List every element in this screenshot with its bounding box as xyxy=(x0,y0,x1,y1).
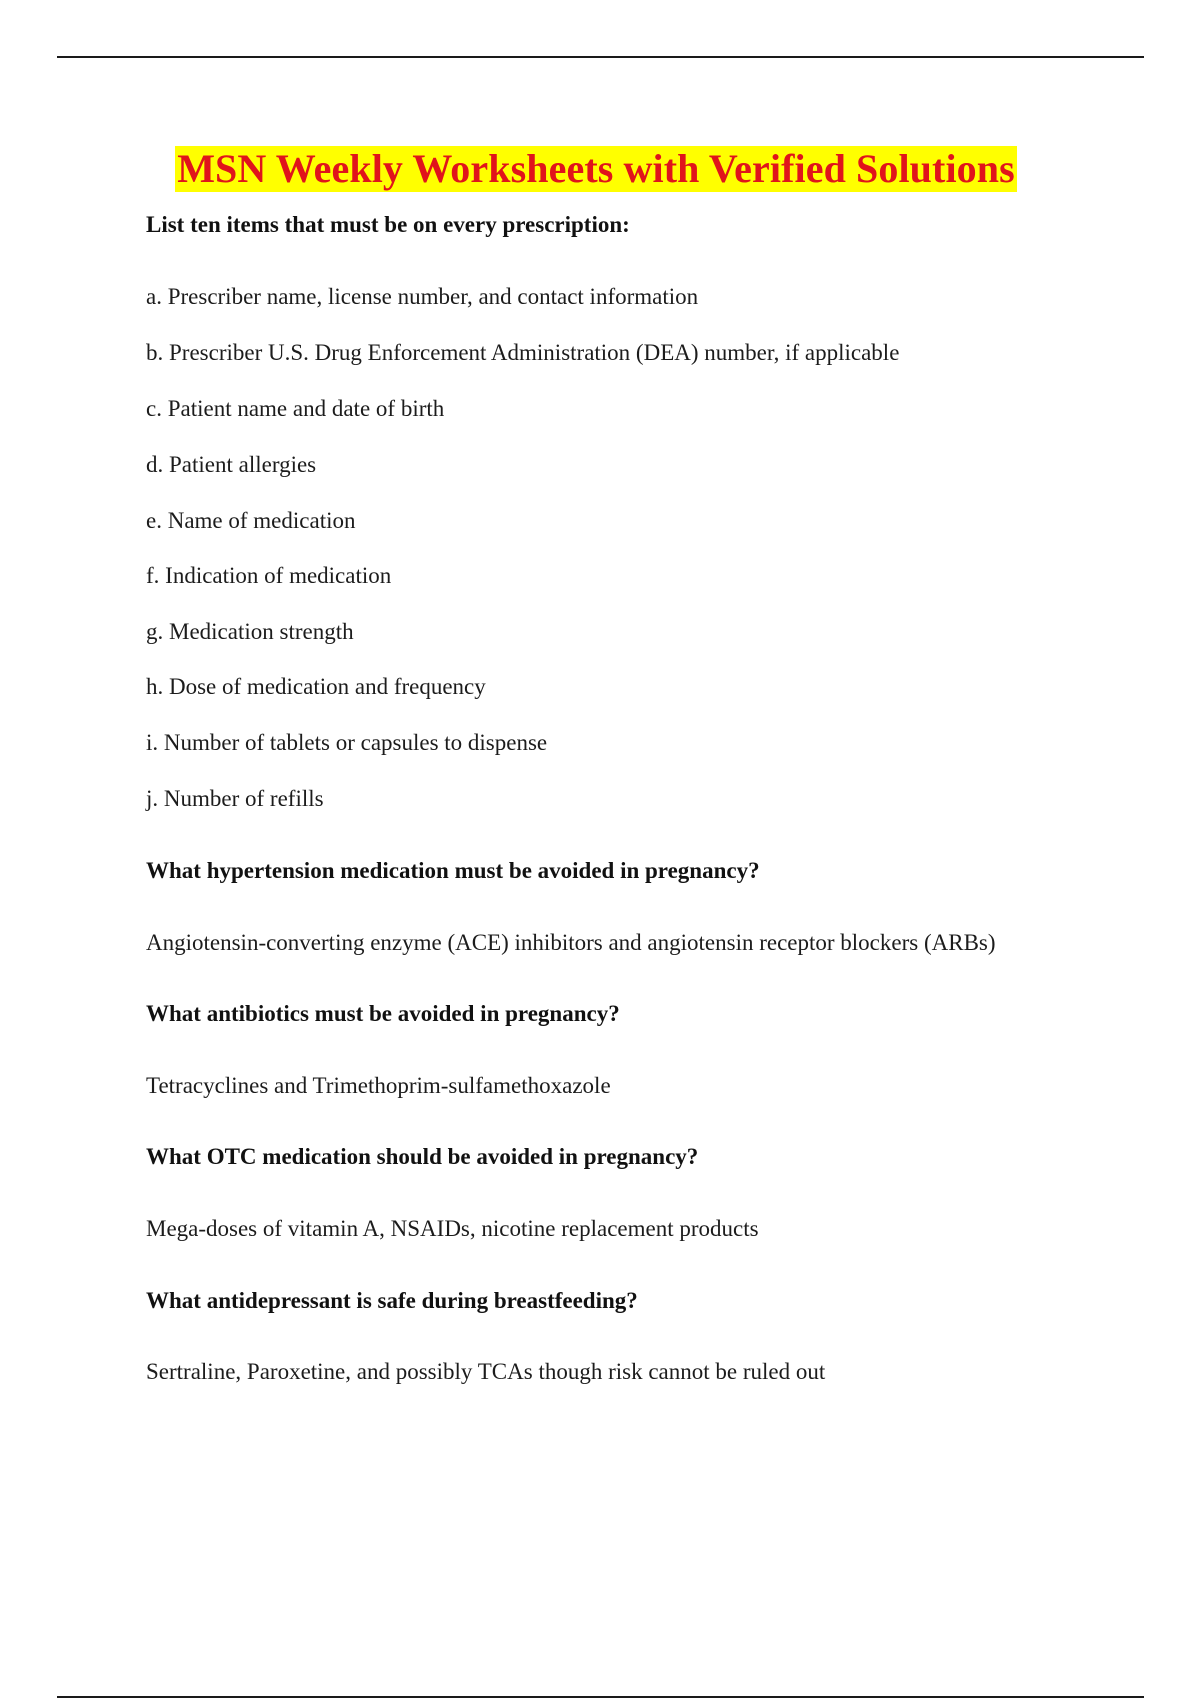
document-title: MSN Weekly Worksheets with Verified Solutions xyxy=(177,146,1015,191)
list-item: g. Medication strength xyxy=(146,619,354,644)
answer-antidepressant: Sertraline, Paroxetine, and possibly TCAs though risk cannot be ruled out xyxy=(146,1359,826,1384)
list-item: j. Number of refills xyxy=(146,786,324,811)
list-item: f. Indication of medication xyxy=(146,563,392,588)
question-antidepressant: What antidepressant is safe during breastfeeding? xyxy=(146,1288,638,1313)
question-antibiotics: What antibiotics must be avoided in pregnancy? xyxy=(146,1001,620,1026)
title-block xyxy=(146,146,1046,192)
bottom-rule xyxy=(57,1696,1144,1698)
question-hypertension: What hypertension medication must be avoided in pregnancy? xyxy=(146,858,760,883)
answer-hypertension: Angiotensin-converting enzyme (ACE) inhibitors and angiotensin receptor blockers (ARBs) xyxy=(146,930,996,955)
answer-otc: Mega-doses of vitamin A, NSAIDs, nicotine replacement products xyxy=(146,1216,759,1241)
list-item: b. Prescriber U.S. Drug Enforcement Administration (DEA) number, if applicable xyxy=(146,340,900,365)
question-otc: What OTC medication should be avoided in pregnancy? xyxy=(146,1144,699,1169)
answer-antibiotics: Tetracyclines and Trimethoprim-sulfamethoxazole xyxy=(146,1073,611,1098)
list-item: a. Prescriber name, license number, and contact information xyxy=(146,284,699,309)
list-item: d. Patient allergies xyxy=(146,452,317,477)
list-item: h. Dose of medication and frequency xyxy=(146,674,486,699)
question-prescription-items: List ten items that must be on every prescription: xyxy=(146,212,630,237)
top-rule xyxy=(57,56,1144,58)
list-item: i. Number of tablets or capsules to dispense xyxy=(146,730,548,755)
list-item: e. Name of medication xyxy=(146,508,356,533)
list-item: c. Patient name and date of birth xyxy=(146,396,445,421)
